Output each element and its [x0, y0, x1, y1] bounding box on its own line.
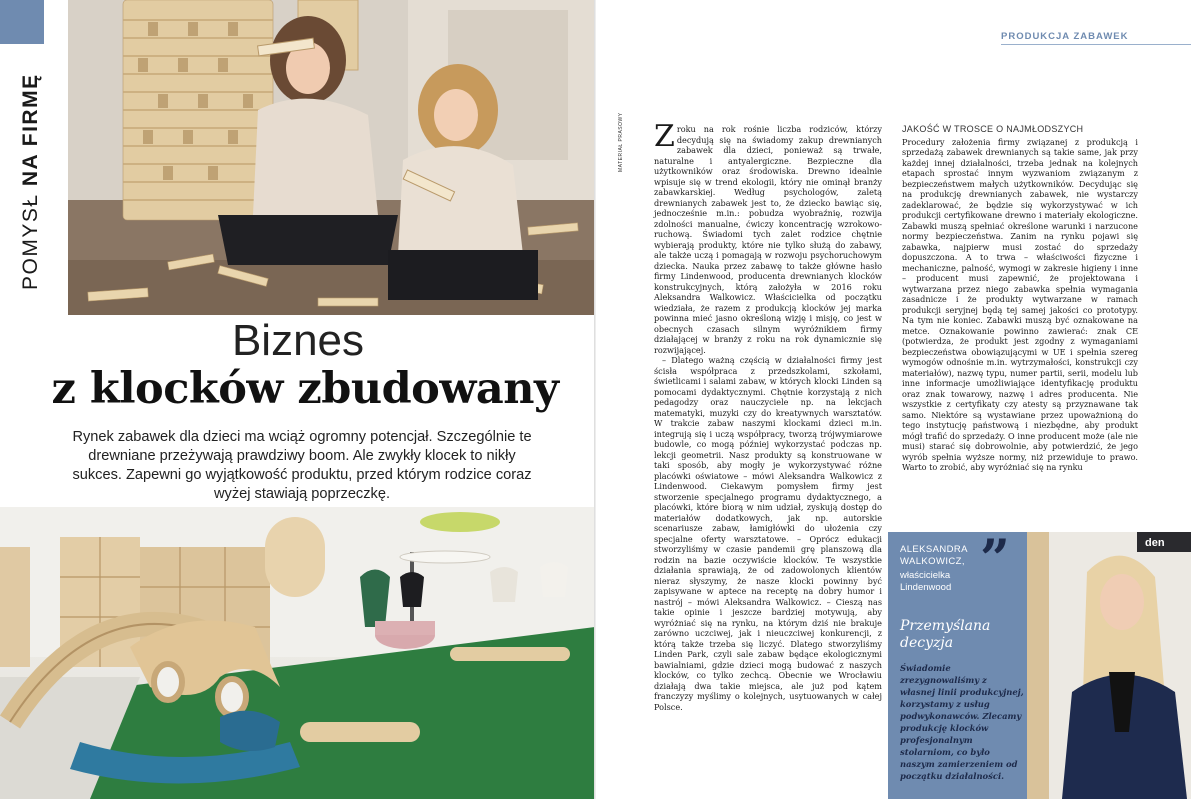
article-title-line-2: z klocków zbudowany [51, 364, 559, 414]
drop-cap: Z [654, 119, 675, 154]
photo-portrait-owner [1027, 532, 1191, 799]
article-lead: Rynek zabawek dla dzieci ma wciąż ogromny potencjał. Szczególnie te drewniane przeżywają prawdziwy boom. Ale zwykły klocek to nikły sukces. Zapewni go wyjątkowość produktu, przed którym rodzice coraz wyżej stawiają poprzeczkę. [72, 429, 532, 502]
section-color-tab [0, 0, 44, 44]
bio-role: właścicielka Lindenwood [900, 570, 952, 593]
article-paragraph: – Dlatego ważną częścią w działalności firmy jest ścisła współpraca z przedszkolami, szkołami, świetlicami i salami zabaw, w których klocki Linden są pomocami dydaktycznymi. Chętnie korzystają z nich pedagodzy oraz nauczyciele np. na lekcjach matematyki, muzyki czy do kreatywnych warsztatów. W trakcie zabaw naszymi klockami dzieci m.in. integrują się i uczą współpracy, tworzą trójwymiarowe budowle, co mogą później wykorzystać podczas np. lekcji geometrii. Nasz produkty są konstruowane w taki sposób, aby mogły je wykorzystywać różne placówki oświatowe – mówi Aleksandra Walkowicz z Lindenwood. Ciekawym pomysłem firmy jest stworzenie specjalnego programu dydaktycznego, a placówki, które biorą w nim udział, zyskują dostęp do materiałów dodatkowych, jak np. autorskie scenariusze zabaw, łamigłówki do ułożenia czy specjalne oferty warsztatowe. – Oprócz edukacji stworzyliśmy w czasie pandemii grę planszową dla rodzin na bazie oczywiście klocków. Te wszystkie działania sprawiają, że od zadowolonych klientów nieraz słyszymy, że nasze klocki powinny być zapisywane w aptece na receptę na dobry humor i nastrój – mówi Aleksandra Walkowicz. – Cieszą nas takie opinie i jeszcze bardziej motywują, aby wyróżniać się na rynku, na którym dziś nie brakuje zarówno uczciwej, jak i nieuczciwej konkurencji, z którą także trzeba się liczyć. Dlatego stworzyliśmy Linden Park, czyli sale zabaw będące ekologicznymi bawialniami, gdzie dzieci mogą budować z naszych klocków, co tylko zechcą. Obecnie we Wrocławiu działają dwa takie miejsca, ale już pod kątem franczyzy myślimy o kolejnych, usytuowanych w całej Polsce. [654, 355, 882, 712]
article-subhead: JAKOŚĆ W TROSCE O NAJMŁODSZYCH [902, 124, 1084, 134]
section-label: POMYSŁ NA FIRMĘ [19, 73, 42, 290]
article-column-2 [902, 124, 1138, 473]
photo-play-room [0, 507, 595, 799]
bio-subtitle: Przemyślana decyzja [900, 618, 991, 651]
section-header: PRODUKCJA ZABAWEK [1001, 31, 1129, 42]
press-material-label: MATERIAŁ PRASOWY [618, 112, 624, 172]
article-title-line-1: Biznes [231, 316, 365, 365]
quote-mark-icon: ” [980, 529, 1010, 590]
article-column-1 [654, 119, 882, 712]
bio-quote: Świadomie zrezygnowaliśmy z własnej linii produkcyjnej, korzystamy z usług podwykonawców. Zlecamy produkcję klocków profesjonalnym stolarniom, co było naszym zamierzeniem od początku działalności. [900, 663, 1024, 781]
section-header-rule [1001, 44, 1191, 45]
portrait-sign-text: den [1145, 537, 1165, 549]
article-paragraph: Zroku na rok rośnie liczba rodziców, którzy decydują się na świadomy zakup drewnianych zabawek dla dzieci, ponieważ są trwałe, naturalne i antyalergiczne. Bezpieczne dla użytkowników oraz środowiska. Drewno idealnie wpisuje się w trend ekologii, który nie ominął branży zabawkarskiej. Według psychologów, zaletą drewnianych zabawek jest to, że dziecko bawiąc się, jednocześnie m.in.: pobudza wyobraźnię, rozwija zdolności manualne, ćwiczy koncentrację wzrokowo-ruchową. Świadomi tych zalet rodzice chętnie wybierają produkty, które nie tylko służą do zabawy, ale także uczą i pomagają w rozwoju psychoruchowym dziecka. Nauka przez zabawę to także główne hasło firmy Lindenwood, producenta drewnianych klocków konstrukcyjnych, którą założyła w 2016 roku Aleksandra Walkowicz. Właścicielka od początku wiedziała, że razem z produkcją klocków jej marka powinna mieć jasno określoną wizję i misję, co jest w obecnych czasach silnym wyróżnikiem firmy działającej w branży z roku na rok dynamicznie się rozwijającej. [654, 119, 882, 355]
article-paragraph: Procedury założenia firmy związanej z produkcją i sprzedażą zabawek drewnianych są takie same, jak przy każdej innej działalności, trzeba jednak na kolejnych etapach sprostać innym wyzwaniom związanym z bezpieczeństwem małych użytkowników. Decydując się na produkcję drewnianych zabawek, nie wystarczy zadeklarować, że będzie się wykorzystywać w ich produkcji certyfikowane drewno i materiały ekologiczne. Zabawki muszą spełniać określone warunki i narzucone normy bezpieczeństwa. Zanim na rynku pojawi się zabawka, najpierw musi zostać do sprzedaży dopuszczona. A to trwa – właściwości fizyczne i mechaniczne, palność, wymogi w zakresie higieny i inne – producent musi zapewnić, że projektowana i wytwarzana przez niego zabawka spełnia wymagania zasadnicze i że produkty wytwarzane w ramach produkcji seryjnej będą tej samej jakości co prototypy. Na tym nie koniec. Zabawki muszą być oznakowane na metce. Oznakowanie powinno zawierać: znak CE (potwierdza, że produkt jest zgodny z wymaganiami bezpieczeństwa obowiązującymi w UE i spełnia szereg wymogów odnośnie m.in. wytrzymałości, konstrukcji czy materiałów), nazwę typu, numer partii, serii, modelu lub inne informacje umożliwiające identyfikację produktu oraz znak towarowy, nazwę i adres producenta. Nie wszystkie z certyfikaty czy atesty są przyznawane tak samo. Niektóre są wystawiane przez upoważnioną do tego instytucję państwową i niezbędne, aby produkt mógł trafić do sprzedaży. O inne producent może (ale nie musi) starać się dobrowolnie, aby potwierdzić, że jego wyrób spełnia wyższe normy, niż przewiduje to prawo. Warto to zrobić, aby wyróżniać się na rynku [902, 136, 1138, 472]
photo-girls-with-blocks [68, 0, 595, 315]
bio-name: ALEKSANDRA WALKOWICZ, [900, 544, 968, 567]
bio-box [888, 529, 1027, 799]
